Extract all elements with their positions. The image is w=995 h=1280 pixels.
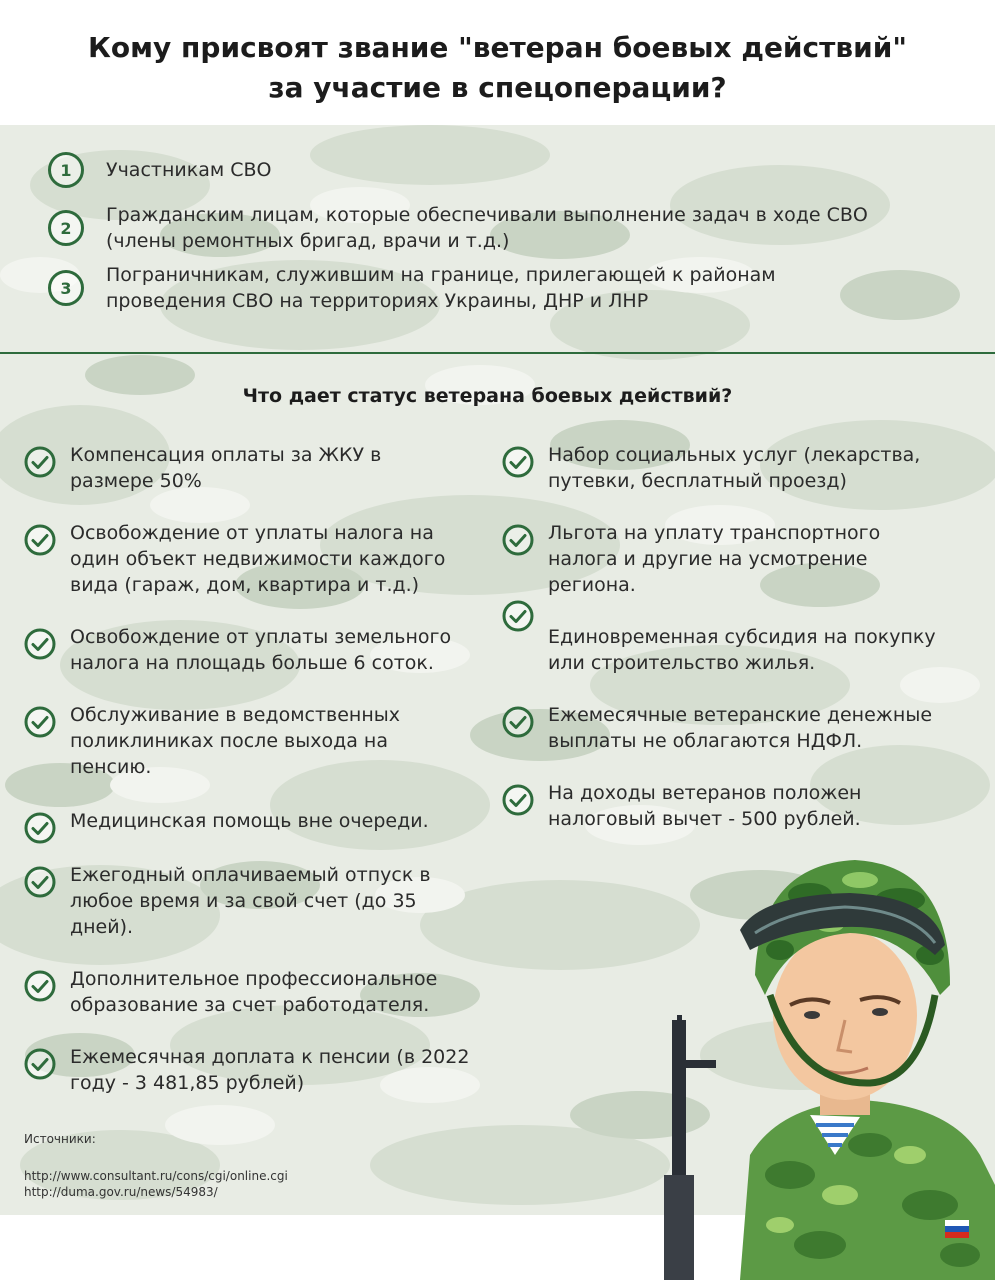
check-circle-icon	[24, 706, 56, 738]
recipient-text: Участникам СВО	[106, 159, 272, 181]
number-badge: 1	[48, 152, 84, 188]
check-circle-icon	[24, 866, 56, 898]
soldier-illustration	[660, 855, 995, 1280]
sources-label: Источники:	[24, 1132, 96, 1146]
sources	[24, 1132, 288, 1200]
source-link[interactable]: http://duma.gov.ru/news/54983/	[24, 1185, 218, 1199]
benefit-text: Освобождение от уплаты налога на один объект недвижимости каждого вида (гараж, дом, квартира и т.д.)	[70, 522, 446, 596]
check-circle-icon	[24, 1048, 56, 1080]
benefit-text: Обслуживание в ведомственных поликлиниках после выхода на пенсию.	[70, 704, 401, 778]
source-link[interactable]: http://www.consultant.ru/cons/cgi/online.cgi	[24, 1169, 288, 1183]
check-circle-icon	[502, 446, 534, 478]
benefit-text: Освобождение от уплаты земельного налога на площадь больше 6 соток.	[70, 626, 452, 674]
recipient-text: Гражданским лицам, которые обеспечивали выполнение задач в ходе СВО (члены ремонтных бригад, врачи и т.д.)	[106, 204, 868, 252]
rifle-icon	[664, 1015, 716, 1280]
header	[0, 0, 995, 125]
check-circle-icon	[502, 524, 534, 556]
recipient-text: Пограничникам, служившим на границе, прилегающей к районам проведения СВО на территориях Украины, ДНР и ЛНР	[106, 264, 776, 312]
page-title	[0, 0, 995, 108]
number-badge: 3	[48, 270, 84, 306]
title-line-2: за участие в спецоперации?	[268, 71, 727, 104]
check-circle-icon	[24, 628, 56, 660]
benefit-text: Единовременная субсидия на покупку или строительство жилья.	[548, 626, 936, 674]
benefit-text: Ежегодный оплачиваемый отпуск в любое время и за свой счет (до 35 дней).	[70, 864, 431, 938]
check-circle-icon	[24, 524, 56, 556]
recipient-item	[48, 262, 896, 314]
benefit-text: Медицинская помощь вне очереди.	[70, 810, 429, 832]
benefits-title: Что дает статус ветерана боевых действий?	[242, 385, 733, 407]
number-badge: 2	[48, 210, 84, 246]
benefit-text: Ежемесячные ветеранские денежные выплаты не облагаются НДФЛ.	[548, 704, 933, 752]
recipient-item	[48, 152, 896, 188]
check-circle-icon	[502, 706, 534, 738]
benefit-text: Набор социальных услуг (лекарства, путевки, бесплатный проезд)	[548, 444, 921, 492]
benefit-text: Компенсация оплаты за ЖКУ в размере 50%	[70, 444, 382, 492]
benefit-text: На доходы ветеранов положен налоговый вычет - 500 рублей.	[548, 782, 862, 830]
flag-icon	[945, 1220, 969, 1238]
benefit-text: Дополнительное профессиональное образование за счет работодателя.	[70, 968, 438, 1016]
check-circle-icon	[24, 446, 56, 478]
benefit-text: Льгота на уплату транспортного налога и другие на усмотрение региона.	[548, 522, 881, 596]
check-circle-icon	[502, 600, 534, 632]
benefit-text: Ежемесячная доплата к пенсии (в 2022 году - 3 481,85 рублей)	[70, 1046, 470, 1094]
section-divider	[0, 352, 995, 354]
title-line-1: Кому присвоят звание "ветеран боевых действий"	[88, 31, 907, 64]
check-circle-icon	[502, 784, 534, 816]
recipient-item	[48, 202, 896, 254]
check-circle-icon	[24, 970, 56, 1002]
check-circle-icon	[24, 812, 56, 844]
